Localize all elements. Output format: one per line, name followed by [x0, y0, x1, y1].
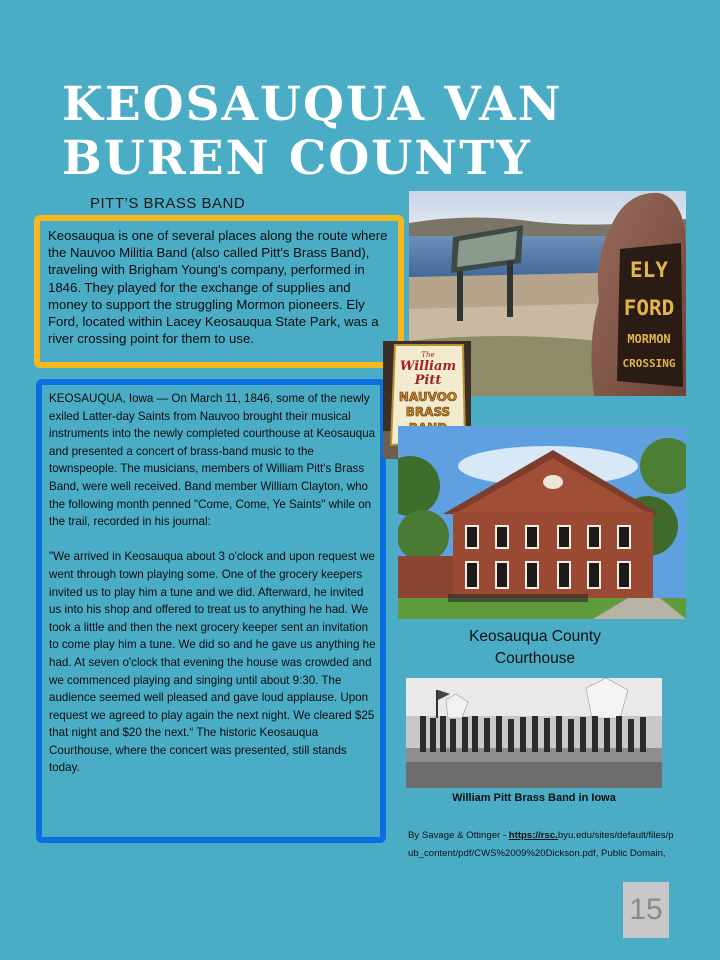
- band-sign-line-4: NAUVOO: [398, 390, 458, 404]
- band-sign-line-1: The: [421, 351, 435, 359]
- sign-line-3: MORMON: [627, 332, 671, 346]
- page-title: KEOSAUQUA VAN BUREN COUNTY: [62, 77, 563, 186]
- band-photo-caption: William Pitt Brass Band in Iowa: [452, 792, 616, 804]
- sign-line-1: ELY: [630, 258, 668, 282]
- page-number: 15: [623, 882, 669, 938]
- courthouse-caption: Keosauqua County Courthouse: [469, 628, 601, 667]
- band-sign-line-5: BRASS: [405, 405, 451, 419]
- credit-prefix: By Savage & Ottinger -: [408, 830, 509, 841]
- credit-link[interactable]: https://rsc.: [508, 830, 558, 841]
- courthouse-photo: [398, 426, 686, 619]
- credit-rest: byu.edu/sites/default/files/pub_content/pdf/CWS%2009%20Dickson.pdf, Public Domain,: [408, 830, 674, 859]
- band-sign-line-2: William: [399, 359, 457, 374]
- story-box: [36, 379, 386, 843]
- section-subtitle: PITT’S BRASS BAND: [90, 195, 246, 212]
- brass-band-photo: [406, 678, 662, 788]
- sign-line-4: CROSSING: [622, 357, 676, 370]
- intro-box: [34, 215, 404, 368]
- sign-line-2: FORD: [623, 296, 675, 320]
- story-paragraph-2: "We arrived in Keosauqua about 3 o'clock and upon request we went through town playing some. One of the grocery keepers invited us to play him a tune and we did. Afterward, he invited us into his shop and offered to treat us to anything he had. We took a little and then the next grocery keeper sent an invitation to come play him a tune. We did so and he gave us anything he had. At seven o'clock that evening the house was crowded and we commenced playing and singing until about 9:30. The audience seemed well pleased and gave loud applause. Upon request we agreed to play again the next night. We cleared $25 that night and $20 the next.“ The historic Keosauqua Courthouse, where the concert was presented, still stands today.: [49, 550, 376, 775]
- band-sign-line-3: Pitt: [414, 373, 442, 388]
- intro-text: Keosauqua is one of several places along the route where the Nauvoo Militia Band (also called Pitt's Brass Band), traveling with Brigham Young's company, performed in 1846. They played for the exchange of supplies and money to support the struggling Mormon pioneers. Ely Ford, located within Lacey Keosauqua State Park, was a river crossing point for them to use.: [48, 228, 388, 347]
- story-text: [49, 390, 377, 795]
- story-paragraph-1: KEOSAUQUA, Iowa — On March 11, 1846, some of the newly exiled Latter-day Saints from Nauvoo brought their musical instruments into the newly completed courthouse at Keosauqua and presented a concert of brass-band music to the townspeople. The musicians, members of William Pitt's Brass Band, were well received. Band member William Clayton, who the following month penned "Come, Come, Ye Saints" while on the trail, recorded in his journal:: [49, 392, 376, 529]
- image-credit: [408, 827, 676, 862]
